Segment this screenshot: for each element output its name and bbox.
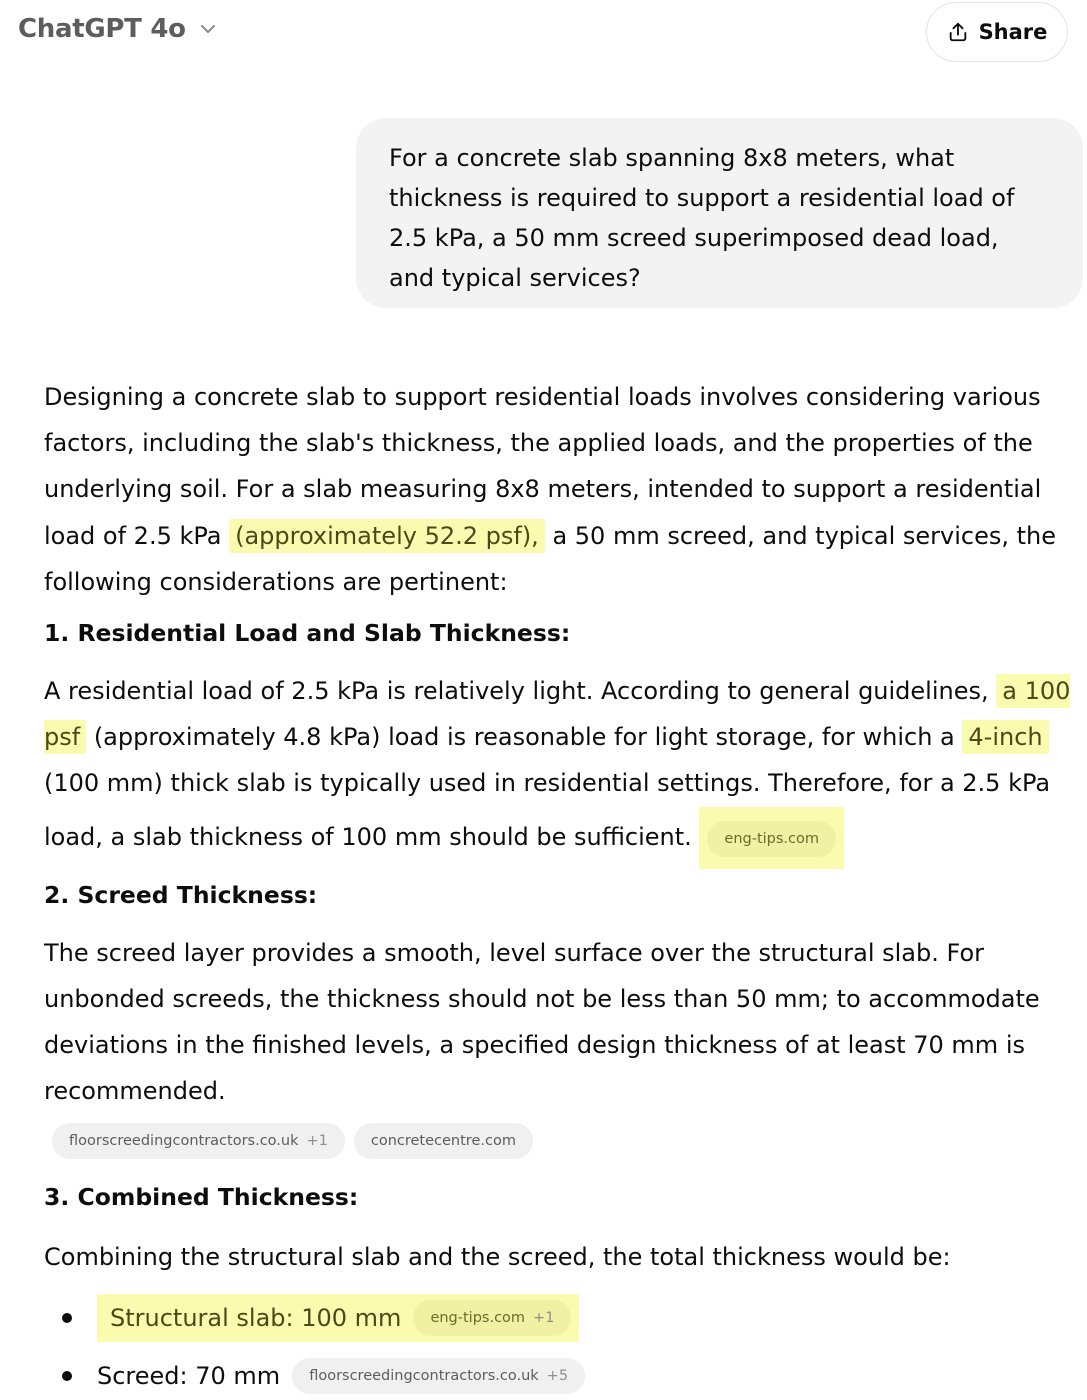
user-message-bubble: For a concrete slab spanning 8x8 meters, what thickness is required to support a residential load of 2.5 kPa, a 50 mm screed superimposed dead load, and typical services? bbox=[356, 118, 1083, 308]
list-item bbox=[44, 1294, 1084, 1342]
source-highlight bbox=[699, 807, 844, 869]
source-extra-count: +1 bbox=[533, 1309, 555, 1326]
section1-paragraph bbox=[44, 668, 1084, 869]
model-name: ChatGPT 4o bbox=[18, 14, 186, 44]
bullet-dot bbox=[62, 1313, 72, 1323]
source-label: concretecentre.com bbox=[370, 1132, 516, 1149]
intro-paragraph bbox=[44, 374, 1084, 605]
source-chip-concretecentre[interactable] bbox=[354, 1123, 533, 1159]
section1-text-3: (100 mm) thick slab is typically used in residential settings. Therefore, for a 2.5 kPa load, a slab thickness of 100 mm should be sufficient. bbox=[44, 769, 1051, 851]
highlight-structural-slab bbox=[97, 1294, 579, 1342]
source-chip-floorscreeding[interactable] bbox=[292, 1358, 585, 1394]
section3-paragraph: Combining the structural slab and the screed, the total thickness would be: bbox=[44, 1242, 951, 1271]
chevron-down-icon bbox=[198, 19, 218, 39]
source-extra-count: +1 bbox=[306, 1132, 328, 1149]
intro-text-start: Designing a concrete slab to support residential loads involves considering various factors, including the slab's thickness, the applied loads, and the properties of the underlying soil. For a slab measuring 8x8 meters, intended to support a residential load of 2.5 kPa bbox=[44, 383, 1042, 550]
bullet-dot bbox=[62, 1371, 72, 1381]
model-selector[interactable] bbox=[18, 14, 218, 44]
share-icon bbox=[947, 21, 969, 43]
intro-text-end: a 50 mm screed, and typical services, the following considerations are pertinent: bbox=[44, 521, 1057, 596]
highlight-100psf: a 100 psf bbox=[44, 674, 1070, 754]
source-label: floorscreedingcontractors.co.uk bbox=[69, 1132, 299, 1149]
source-label: floorscreedingcontractors.co.uk bbox=[309, 1367, 539, 1384]
section-heading-1: 1. Residential Load and Slab Thickness: bbox=[44, 619, 571, 648]
thickness-list bbox=[44, 1294, 1084, 1400]
assistant-response bbox=[44, 374, 1084, 1400]
source-chip-eng-tips[interactable] bbox=[413, 1300, 571, 1336]
bullet-screed bbox=[97, 1352, 585, 1400]
bullet-text: Screed: 70 mm bbox=[97, 1361, 281, 1390]
section2-paragraph: The screed layer provides a smooth, level surface over the structural slab. For unbonded screeds, the thickness should not be less than 50 mm; to accommodate deviations in the finished levels, a specified design thickness of at least 70 mm is recommended. bbox=[44, 938, 1040, 1106]
source-label: eng-tips.com bbox=[430, 1309, 526, 1326]
source-chip-eng-tips[interactable]: eng-tips.com bbox=[707, 821, 836, 857]
highlight-4inch: 4-inch bbox=[962, 720, 1048, 754]
section-heading-3: 3. Combined Thickness: bbox=[44, 1182, 359, 1211]
source-chip-floorscreeding[interactable] bbox=[52, 1123, 345, 1159]
top-bar bbox=[0, 0, 1087, 68]
section1-text-2: (approximately 4.8 kPa) load is reasonable for light storage, for which a bbox=[86, 723, 963, 752]
share-button[interactable] bbox=[926, 2, 1068, 62]
source-extra-count: +5 bbox=[546, 1367, 569, 1384]
section-heading-2: 2. Screed Thickness: bbox=[44, 880, 318, 909]
bullet-text: Structural slab: 100 mm bbox=[110, 1303, 402, 1332]
section2-sources bbox=[52, 1123, 1084, 1159]
highlight-psf: (approximately 52.2 psf), bbox=[229, 519, 545, 553]
share-label: Share bbox=[978, 20, 1048, 44]
list-item bbox=[44, 1352, 1084, 1400]
section1-text-1: A residential load of 2.5 kPa is relatively light. According to general guidelines, bbox=[44, 677, 997, 706]
